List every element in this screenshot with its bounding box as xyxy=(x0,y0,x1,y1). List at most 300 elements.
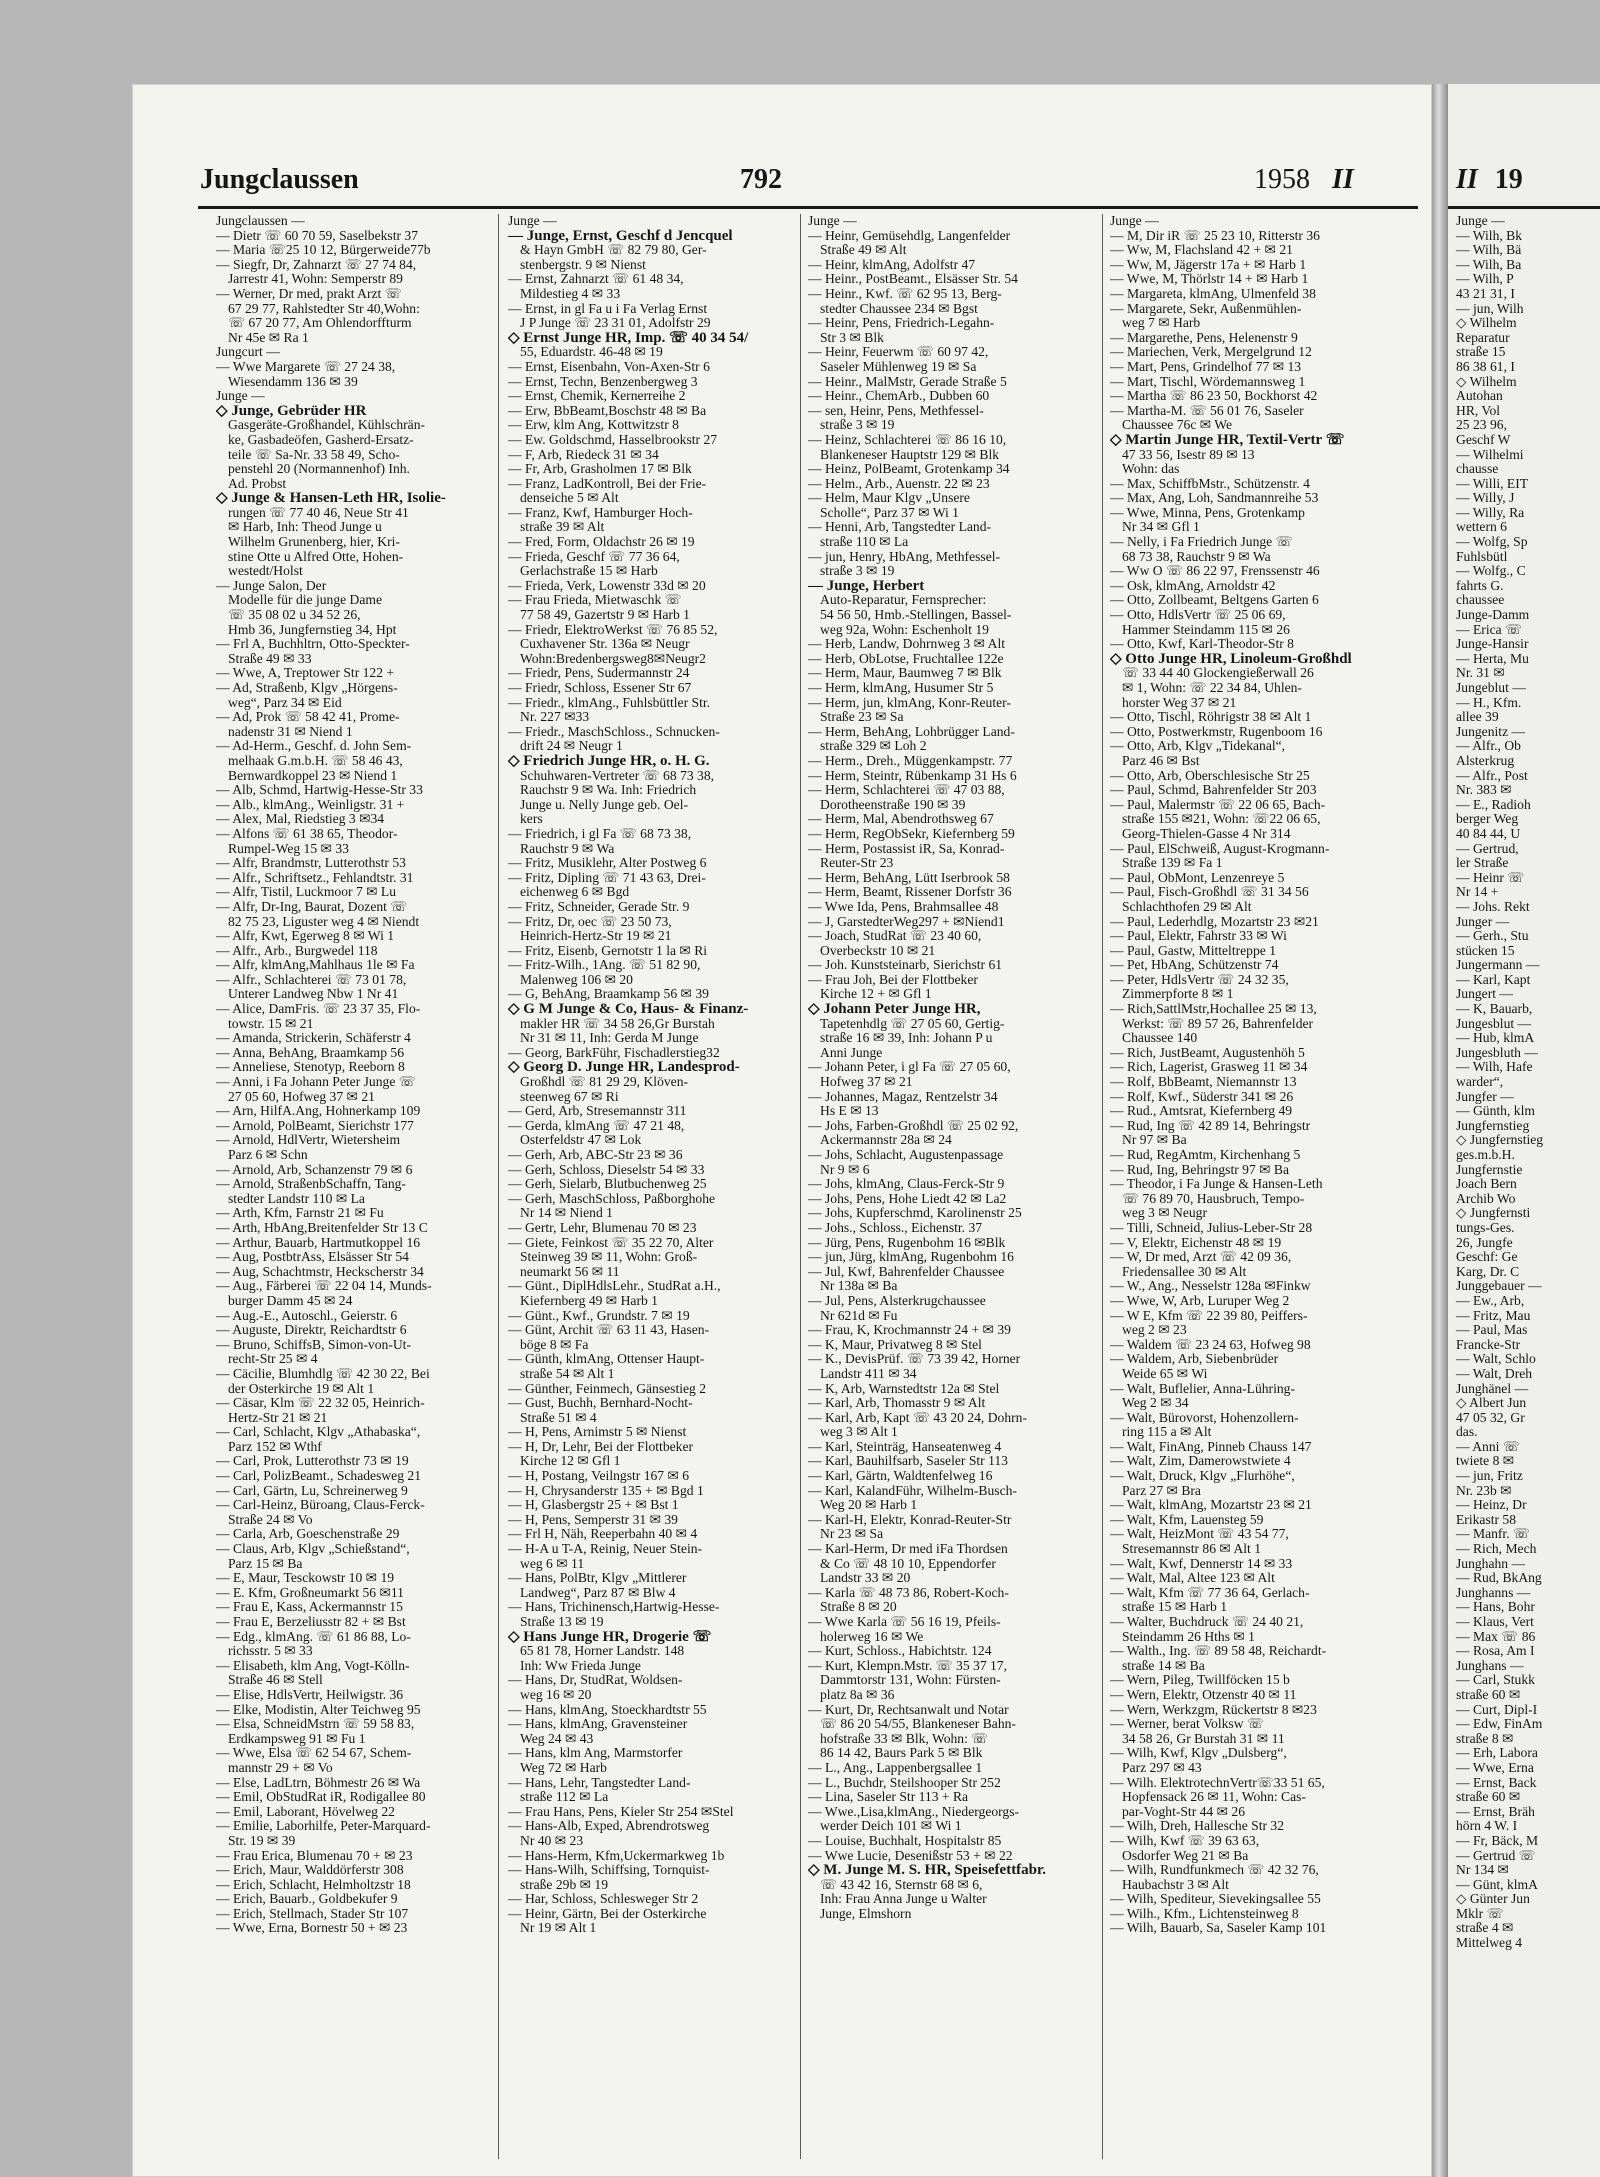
directory-entry-line: — Mariechen, Verk, Mergelgrund 12 xyxy=(1110,345,1312,360)
directory-entry-line: — Ww, M, Flachsland 42 + ✉ 21 xyxy=(1110,243,1293,258)
directory-entry-line: — Pet, HbAng, Schützenstr 74 xyxy=(1110,958,1279,973)
directory-entry-line: — Friedr, Pens, Sudermannstr 24 xyxy=(508,666,690,681)
directory-entry-line: — M, Dir iR ☏ 25 23 10, Ritterstr 36 xyxy=(1110,228,1320,243)
directory-entry-line: — Herm, BehAng, Lütt Iserbrook 58 xyxy=(808,870,1010,885)
directory-entry-line: Erdkampsweg 91 ✉ Fu 1 xyxy=(228,1731,366,1746)
directory-entry-line: Jungclaussen — xyxy=(216,214,305,228)
directory-entry-line: Parz 297 ✉ 43 xyxy=(1122,1760,1202,1775)
directory-entry-line: — Louise, Buchhalt, Hospitalstr 85 xyxy=(808,1833,1002,1848)
directory-entry-line: Hammer Steindamm 115 ✉ 26 xyxy=(1122,622,1290,637)
directory-entry-line: Straße 13 ✉ 19 xyxy=(520,1615,604,1629)
directory-entry-line: Parz 6 ✉ Schn xyxy=(228,1148,308,1162)
directory-entry-line: — Herb, ObLotse, Fruchtallee 122e xyxy=(808,651,1004,666)
directory-entry-line: — Herm, Mal, Abendrothsweg 67 xyxy=(808,812,994,827)
directory-entry-line: Nr 31 ✉ 11, Inh: Gerda M Junge xyxy=(520,1031,699,1046)
directory-entry-line: — Paul, ElSchweiß, August-Krogmann- xyxy=(1110,841,1330,856)
directory-entry-line: — Otto, Tischl, Röhrigstr 38 ✉ Alt 1 xyxy=(1110,710,1312,725)
directory-entry-line: — Arnold, HdlVertr, Wietersheim xyxy=(216,1133,401,1148)
directory-entry-line: — L., Buchdr, Steilshooper Str 252 xyxy=(808,1775,1001,1790)
directory-entry-line: Jungeblut — xyxy=(1456,680,1526,695)
directory-entry-line: ☏ 35 08 02 u 34 52 26, xyxy=(228,608,361,623)
directory-entry-line: — Elke, Modistin, Alter Teichweg 95 xyxy=(216,1702,421,1717)
directory-entry-line: Reparatur xyxy=(1456,329,1510,345)
directory-entry-line: ✉ 1, Wohn: ☏ 22 34 84, Uhlen- xyxy=(1122,681,1302,695)
directory-entry-line: ◇ M. Junge M. S. HR, Speisefettfabr. xyxy=(808,1863,1047,1878)
directory-entry-line: Auto-Reparatur, Fernsprecher: xyxy=(820,593,987,608)
directory-entry-line: Chaussee 140 xyxy=(1122,1031,1198,1046)
directory-entry-line: ◇ Hans Junge HR, Drogerie ☏ xyxy=(508,1629,712,1645)
directory-entry-line: — Lina, Saseler Str 113 + Ra xyxy=(808,1790,969,1805)
directory-entry-line: — Fritz, Dipling ☏ 71 43 63, Drei- xyxy=(508,870,706,885)
directory-entry-line: — Herb, Landw, Dohrnweg 3 ✉ Alt xyxy=(808,637,1006,652)
column-1 xyxy=(216,214,488,2164)
directory-entry-line: — Ernst, Chemik, Kernerreihe 2 xyxy=(508,389,686,404)
directory-entry-line: Unterer Landweg Nbw 1 Nr 41 xyxy=(228,987,399,1002)
directory-entry-line: — Gertrud, xyxy=(1456,840,1519,856)
directory-entry-line: — Herm, jun, klmAng, Konr-Reuter- xyxy=(808,695,1011,710)
directory-entry-line: Wilhelm Grunenberg, hier, Kri- xyxy=(228,535,400,550)
directory-entry-line: — Wwe Lucie, Desenißstr 53 + ✉ 22 xyxy=(808,1848,1013,1863)
directory-entry-line: Weg 2 ✉ 34 xyxy=(1122,1396,1189,1411)
directory-entry-line: Steinweg 39 ✉ 11, Wohn: Groß- xyxy=(520,1250,698,1265)
directory-entry-line: — H., Kfm. xyxy=(1456,694,1522,710)
directory-entry-line: — Ernst, Eisenbahn, Von-Axen-Str 6 xyxy=(508,359,710,374)
directory-entry-line: wettern 6 xyxy=(1456,519,1507,535)
directory-entry-line: — Herm, Schlachterei ☏ 47 03 88, xyxy=(808,783,1005,798)
directory-entry-line: — Heinr., Kwf. ☏ 62 95 13, Berg- xyxy=(808,286,1002,301)
directory-entry-line: Junge, Elmshorn xyxy=(820,1906,912,1921)
directory-entry-line: — Willy, Ra xyxy=(1456,504,1525,520)
directory-entry-line: Nr 34 ✉ Gfl 1 xyxy=(1122,520,1200,535)
directory-entry-line: — Arth, HbAng,Breitenfelder Str 13 C xyxy=(216,1220,428,1235)
column-divider xyxy=(800,214,801,2159)
page-number: 792 xyxy=(740,164,782,195)
directory-entry-line: stine Otte u Alfred Otte, Hohen- xyxy=(228,549,404,564)
directory-entry-line: — Mart, Tischl, Wördemannsweg 1 xyxy=(1110,374,1306,389)
directory-entry-line: — Wilh, Dreh, Hallesche Str 32 xyxy=(1110,1819,1284,1834)
directory-entry-line: — Karl-Herm, Dr med iFa Thordsen xyxy=(808,1542,1008,1557)
directory-entry-line: — Alfr., Arb., Burgwedel 118 xyxy=(216,943,378,958)
directory-entry-line: — Frau E, Kass, Ackermannstr 15 xyxy=(216,1600,403,1615)
directory-entry-line: — Carl-Heinz, Büroang, Claus-Ferck- xyxy=(216,1498,425,1513)
directory-entry-line: — Otto, Kwf, Karl-Theodor-Str 8 xyxy=(1110,637,1294,652)
directory-entry-line: ◇ Georg D. Junge HR, Landesprod- xyxy=(508,1060,740,1076)
directory-entry-line: — Wern, Pileg, Twillföcken 15 b xyxy=(1110,1673,1290,1688)
directory-entry-line: — Gerda, klmAng ☏ 47 21 48, xyxy=(508,1118,685,1133)
directory-entry-line: Wohn:Bredenbergsweg8✉Neugr2 xyxy=(520,651,706,666)
directory-entry-line: — Werner, berat Volksw ☏ xyxy=(1110,1717,1264,1732)
directory-entry-line: — Erh, Labora xyxy=(1456,1745,1538,1761)
directory-entry-line: — Klaus, Vert xyxy=(1456,1614,1534,1629)
directory-entry-line: — Alfr, Tistil, Luckmoor 7 ✉ Lu xyxy=(216,885,397,900)
directory-entry-line: — Friedr, ElektroWerkst ☏ 76 85 52, xyxy=(508,622,718,637)
directory-entry-line: Hertz-Str 21 ✉ 21 xyxy=(228,1410,328,1425)
directory-entry-line: eichenweg 6 ✉ Bgd xyxy=(520,885,630,900)
directory-entry-line: — Gerh, Arb, ABC-Str 23 ✉ 36 xyxy=(508,1148,683,1162)
directory-entry-line: — Wilh, Ba xyxy=(1456,256,1522,272)
next-page-rule xyxy=(1448,206,1600,209)
directory-entry-line: — Otto, Postwerkmstr, Rugenboom 16 xyxy=(1110,724,1323,739)
directory-entry-line: straße 15 xyxy=(1456,344,1506,360)
directory-entry-line: straße 16 ✉ 39, Inh: Johann P u xyxy=(820,1031,993,1046)
directory-entry-line: — Rud., Amtsrat, Kiefernberg 49 xyxy=(1110,1104,1293,1119)
directory-entry-line: Nr 19 ✉ Alt 1 xyxy=(520,1921,597,1936)
directory-entry-line: 55, Eduardstr. 46-48 ✉ 19 xyxy=(520,345,663,360)
directory-entry-line: — Margarethe, Pens, Helenenstr 9 xyxy=(1110,330,1298,345)
directory-entry-line: — Erich, Bauarb., Goldbekufer 9 xyxy=(216,1892,398,1907)
directory-entry-line: Schuhwaren-Vertreter ☏ 68 73 38, xyxy=(520,768,715,783)
directory-entry-line: — Karl, Kapt xyxy=(1456,971,1531,987)
directory-entry-line: — Gust, Buchh, Bernhard-Nocht- xyxy=(508,1396,693,1411)
directory-entry-line: — Gerd, Arb, Stresemannstr 311 xyxy=(508,1104,687,1119)
directory-entry-line: Junggebauer — xyxy=(1456,1278,1542,1294)
directory-entry-line: — Herm, BehAng, Lohbrügger Land- xyxy=(808,724,1015,739)
directory-entry-line: — Heinr ☏ xyxy=(1456,869,1525,885)
directory-entry-line: — Günth, klmAng, Ottenser Haupt- xyxy=(508,1352,705,1367)
directory-entry-line: Hofweg 37 ✉ 21 xyxy=(820,1075,913,1090)
directory-entry-line: Mittelweg 4 xyxy=(1456,1935,1523,1951)
directory-entry-line: — W, Dr med, Arzt ☏ 42 09 36, xyxy=(1110,1250,1292,1265)
directory-entry-line: par-Voght-Str 44 ✉ 26 xyxy=(1122,1804,1246,1819)
directory-entry-line: richsstr. 5 ✉ 33 xyxy=(228,1644,313,1659)
directory-entry-line: — Franz, Kwf, Hamburger Hoch- xyxy=(508,505,693,520)
running-head: Jungclaussen xyxy=(200,164,359,195)
directory-entry-line: — Wwe, Erna xyxy=(1456,1759,1534,1775)
directory-entry-line: — Curt, Dipl-I xyxy=(1456,1701,1538,1717)
directory-entry-line: Alsterkrug xyxy=(1456,752,1515,768)
directory-entry-line: — Carl, Gärtn, Lu, Schreinerweg 9 xyxy=(216,1483,408,1498)
directory-entry-line: straße 155 ✉21, Wohn: ☏22 06 65, xyxy=(1122,812,1321,827)
directory-entry-line: Jarrestr 41, Wohn: Semperstr 89 xyxy=(228,272,403,287)
year: 1958 xyxy=(1254,164,1310,195)
directory-entry-line: — Herta, Mu xyxy=(1456,650,1529,666)
directory-entry-line: — Wilh, Kwf ☏ 39 63 63, xyxy=(1110,1833,1260,1848)
directory-entry-line: — Hans-Herm, Kfm,Uckermarkweg 1b xyxy=(508,1848,725,1863)
directory-entry-line: — Johann Peter, i gl Fa ☏ 27 05 60, xyxy=(808,1060,1011,1075)
directory-entry-line: Hs E ✉ 13 xyxy=(820,1104,879,1119)
directory-entry-line: ☏ 86 20 54/55, Blankeneser Bahn- xyxy=(820,1717,1016,1732)
directory-entry-line: steenweg 67 ✉ Ri xyxy=(520,1089,619,1104)
directory-entry-line: — G, BehAng, Braamkamp 56 ✉ 39 xyxy=(508,987,709,1002)
directory-entry-line: — Aug.-E., Autoschl., Geierstr. 6 xyxy=(216,1308,398,1323)
directory-entry-line: — Erw, klm Ang, Kottwitzstr 8 xyxy=(508,418,679,433)
directory-entry-line: — Peter, HdlsVertr ☏ 24 32 35, xyxy=(1110,972,1289,987)
directory-entry-line: Wiesendamm 136 ✉ 39 xyxy=(228,374,358,389)
directory-entry-line: — Alfr., Schlachterei ☏ 73 01 78, xyxy=(216,972,407,987)
directory-entry-line: — Frieda, Geschf ☏ 77 36 64, xyxy=(508,549,680,564)
directory-entry-line: — Alfr, Kwt, Egerweg 8 ✉ Wi 1 xyxy=(216,929,395,944)
directory-entry-line: — Otto, Arb, Klgv „Tidekanal“, xyxy=(1110,739,1286,754)
directory-entry-line: Jungenitz — xyxy=(1456,723,1526,739)
directory-entry-line: — Rud, Ing ☏ 42 89 14, Behringstr xyxy=(1110,1118,1311,1133)
column-divider xyxy=(498,214,499,2159)
directory-entry-line: — Hans, Lehr, Tangstedter Land- xyxy=(508,1775,691,1790)
directory-entry-line: — K, Bauarb, xyxy=(1456,1001,1533,1017)
directory-entry-line: melhaak G.m.b.H. ☏ 58 46 43, xyxy=(228,753,403,768)
directory-entry-line: Straße 139 ✉ Fa 1 xyxy=(1122,856,1223,871)
directory-entry-line: Werkst: ☏ 89 57 26, Bahrenfelder xyxy=(1122,1016,1314,1031)
directory-entry-line: — Hans, klmAng, Gravensteiner xyxy=(508,1717,688,1732)
directory-entry-line: Nr 138a ✉ Ba xyxy=(820,1279,898,1294)
directory-entry-line: Zimmerpforte 8 ✉ 1 xyxy=(1122,987,1234,1002)
directory-entry-line: — Elisabeth, klm Ang, Vogt-Kölln- xyxy=(216,1658,410,1673)
directory-entry-line: Nr 97 ✉ Ba xyxy=(1122,1133,1187,1148)
directory-entry-line: — Fritz, Musiklehr, Alter Postweg 6 xyxy=(508,856,707,871)
page-gutter xyxy=(1432,84,1448,2177)
directory-entry-line: — Willi, EIT xyxy=(1456,475,1529,491)
directory-entry-line: — Tilli, Schneid, Julius-Leber-Str 28 xyxy=(1110,1220,1313,1235)
directory-entry-line: Modelle für die junge Dame xyxy=(228,593,383,608)
directory-entry-line: — Paul, Gastw, Mitteltreppe 1 xyxy=(1110,943,1276,958)
directory-entry-line: — Rolf, Kwf., Süderstr 341 ✉ 26 xyxy=(1110,1089,1294,1104)
directory-entry-line: Inh: Frau Anna Junge u Walter xyxy=(820,1892,987,1907)
directory-entry-line: — Günth, klm xyxy=(1456,1103,1535,1119)
directory-entry-line: — Ad-Herm., Geschf. d. John Sem- xyxy=(216,739,412,754)
directory-entry-line: — Arth, Kfm, Farnstr 21 ✉ Fu xyxy=(216,1206,384,1221)
directory-entry-line: — jun, Wilh xyxy=(1456,300,1524,316)
directory-entry-line: twiete 8 ✉ xyxy=(1456,1453,1515,1469)
directory-entry-line: straße 112 ✉ La xyxy=(520,1790,609,1805)
directory-entry-line: Kirche 12 + ✉ Gfl 1 xyxy=(820,987,932,1002)
column-3 xyxy=(808,214,1092,2164)
directory-entry-line: — Waldem ☏ 23 24 63, Hofweg 98 xyxy=(1110,1337,1311,1352)
directory-entry-line: — Hans, klmAng, Stoeckhardtstr 55 xyxy=(508,1702,707,1717)
directory-entry-line: — Paul, Fisch-Großhdl ☏ 31 34 56 xyxy=(1110,885,1309,900)
directory-entry-line: — Alex, Mal, Riedstieg 3 ✉34 xyxy=(216,812,385,827)
directory-entry-line: holerweg 16 ✉ We xyxy=(820,1629,924,1644)
directory-entry-line: — Wern, Elektr, Otzenstr 40 ✉ 11 xyxy=(1110,1687,1297,1702)
volume: II xyxy=(1332,164,1354,195)
directory-entry-line: Jungesbluth — xyxy=(1456,1044,1538,1060)
directory-entry-line: — Fritz-Wilh., 1Ang. ☏ 51 82 90, xyxy=(508,958,701,973)
directory-entry-line: — Ernst, Bräh xyxy=(1456,1803,1535,1819)
directory-entry-line: Bernwardkoppel 23 ✉ Niend 1 xyxy=(228,768,398,783)
directory-entry-line: — Siegfr, Dr, Zahnarzt ☏ 27 74 84, xyxy=(216,257,417,272)
directory-entry-line: — Giete, Feinkost ☏ 35 22 70, Alter xyxy=(508,1235,714,1250)
directory-entry-line: — Amanda, Strickerin, Schäferstr 4 xyxy=(216,1031,411,1046)
directory-entry-line: — Johs., Schloss., Eichenstr. 37 xyxy=(808,1220,983,1235)
directory-entry-line: — Wilh, Bä xyxy=(1456,242,1522,258)
directory-entry-line: — Erica ☏ xyxy=(1456,621,1523,637)
directory-entry-line: Parz 15 ✉ Ba xyxy=(228,1556,303,1571)
directory-entry-line: — Alfr., Ob xyxy=(1456,738,1521,754)
directory-entry-line: straße 60 ✉ xyxy=(1456,1686,1521,1702)
directory-entry-line: straße 3 ✉ 19 xyxy=(820,418,895,433)
directory-entry-line: towstr. 15 ✉ 21 xyxy=(228,1016,314,1031)
directory-entry-line: — W., Ang., Nesselstr 128a ✉Finkw xyxy=(1110,1279,1311,1294)
directory-entry-line: — K, Maur, Privatweg 8 ✉ Stel xyxy=(808,1337,982,1352)
directory-entry-line: Dorotheenstraße 190 ✉ 39 xyxy=(820,797,966,812)
directory-entry-line: Rumpel-Weg 15 ✉ 33 xyxy=(228,841,349,856)
directory-entry-line: — Karl, Gärtn, Waldtenfelweg 16 xyxy=(808,1469,993,1484)
directory-entry-line: — Johs, Farben-Großhdl ☏ 25 02 92, xyxy=(808,1118,1019,1133)
directory-entry-line: — Arnold, Arb, Schanzenstr 79 ✉ 6 xyxy=(216,1162,413,1177)
directory-entry-line: ☏ 76 89 70, Hausbruch, Tempo- xyxy=(1122,1191,1305,1206)
directory-entry-line: — Rich, Mech xyxy=(1456,1541,1537,1557)
directory-entry-line: — Hub, klmA xyxy=(1456,1030,1535,1046)
directory-entry-line: — Otto, HdlsVertr ☏ 25 06 69, xyxy=(1110,608,1286,623)
directory-entry-line: — Else, LadLtrn, Böhmestr 26 ✉ Wa xyxy=(216,1775,421,1790)
directory-entry-line: — Wolfg., C xyxy=(1456,563,1526,579)
directory-entry-line: — Wwe, M, Thörlstr 14 + ✉ Harb 1 xyxy=(1110,272,1309,287)
directory-entry-line: Nr. 227 ✉33 xyxy=(520,710,590,725)
directory-entry-line: — Walt, Buflelier, Anna-Lühring- xyxy=(1110,1381,1295,1396)
directory-entry-line: — Kurt, Klempn.Mstr. ☏ 35 37 17, xyxy=(808,1658,1008,1673)
directory-entry-line: — Frl H, Näh, Reeperbahn 40 ✉ 4 xyxy=(508,1527,698,1542)
directory-entry-line: Parz 152 ✉ Wthf xyxy=(228,1439,322,1454)
directory-entry-line: — Werner, Dr med, prakt Arzt ☏ xyxy=(216,286,402,301)
directory-entry-line: werder Deich 101 ✉ Wi 1 xyxy=(820,1819,962,1834)
directory-entry-line: warder“, xyxy=(1456,1074,1504,1090)
directory-entry-line: — L., Ang., Lappenbergsallee 1 xyxy=(808,1760,983,1775)
directory-entry-line: Hopfensack 26 ✉ 11, Wohn: Cas- xyxy=(1122,1790,1306,1805)
directory-entry-line: — Heinr, Gemüsehdlg, Langenfelder xyxy=(808,228,1011,243)
directory-entry-line: — Walt, FinAng, Pinneb Chauss 147 xyxy=(1110,1439,1312,1454)
directory-entry-line: — Aug, PostbtrAss, Elsässer Str 54 xyxy=(216,1250,409,1265)
directory-entry-line: ring 115 a ✉ Alt xyxy=(1122,1425,1212,1440)
directory-entry-line: — jun, Jürg, klmAng, Rugenbohm 16 xyxy=(808,1250,1014,1265)
directory-entry-line: — E. Kfm, Großneumarkt 56 ✉11 xyxy=(216,1585,404,1600)
directory-entry-line: straße 54 ✉ Alt 1 xyxy=(520,1366,615,1381)
directory-entry-line: Joach Bern xyxy=(1456,1176,1517,1192)
directory-entry-line: — Wwe, Elsa ☏ 62 54 67, Schem- xyxy=(216,1746,412,1761)
directory-entry-line: stücken 15 xyxy=(1456,942,1515,958)
directory-entry-line: — Johs, Schlacht, Augustenpassage xyxy=(808,1148,1004,1162)
directory-entry-line: — Helm, Maur Klgv „Unsere xyxy=(808,491,970,506)
directory-entry-line: Scholle“, Parz 37 ✉ Wi 1 xyxy=(820,505,959,520)
directory-entry-line: Str 3 ✉ Blk xyxy=(820,330,884,345)
directory-entry-line: — Emil, ObStudRat iR, Rodigallee 80 xyxy=(216,1790,426,1805)
directory-entry-line: — Wwe Ida, Pens, Brahmsallee 48 xyxy=(808,899,999,914)
directory-entry-line: — Margarete, Sekr, Außenmühlen- xyxy=(1110,301,1302,316)
directory-entry-line: — Wwe.,Lisa,klmAng., Niedergeorgs- xyxy=(808,1804,1020,1819)
next-page-year: 19 xyxy=(1494,164,1523,195)
directory-entry-line: — Gerh., Stu xyxy=(1456,928,1529,944)
directory-entry-line: — Anni ☏ xyxy=(1456,1438,1520,1454)
directory-entry-line: ◇ Junge & Hansen-Leth HR, Isolie- xyxy=(216,491,446,506)
directory-entry-line: — H-A u T-A, Reinig, Neuer Stein- xyxy=(508,1542,703,1557)
directory-entry-line: straße 3 ✉ 19 xyxy=(820,564,895,579)
directory-entry-line: — Willy, J xyxy=(1456,490,1515,506)
directory-entry-line: — Martha-M. ☏ 56 01 76, Saseler xyxy=(1110,403,1304,418)
directory-entry-line: HR, Vol xyxy=(1456,402,1501,418)
directory-entry-line: — Hans-Wilh, Schiffsing, Tornquist- xyxy=(508,1863,710,1878)
directory-entry-line: Jungcurt — xyxy=(216,345,280,360)
directory-entry-line: mannstr 29 + ✉ Vo xyxy=(228,1760,333,1775)
directory-entry-line: Nr 14 ✉ Niend 1 xyxy=(520,1206,613,1221)
directory-entry-line: — Wilh, Bauarb, Sa, Saseler Kamp 101 xyxy=(1110,1921,1327,1936)
directory-entry-line: ◇ Wilhelm xyxy=(1456,373,1517,389)
directory-entry-line: Nr 23 ✉ Sa xyxy=(820,1527,884,1542)
directory-entry-line: Kirche 12 ✉ Gfl 1 xyxy=(520,1454,621,1469)
directory-entry-line: Nr 9 ✉ 6 xyxy=(820,1162,870,1177)
directory-entry-line: — Ww, M, Jägerstr 17a + ✉ Harb 1 xyxy=(1110,257,1307,272)
directory-entry-line: — J, GarstedterWeg297 + ✉Niend1 xyxy=(808,914,1005,929)
directory-entry-line: — Elsa, SchneidMstrn ☏ 59 58 83, xyxy=(216,1717,415,1732)
directory-entry-line: — Junge, Herbert xyxy=(808,578,925,594)
directory-entry-line: ☏ 43 42 16, Sternstr 68 ✉ 6, xyxy=(820,1877,983,1892)
directory-entry-line: — Dietr ☏ 60 70 59, Saselbekstr 37 xyxy=(216,228,419,243)
directory-entry-line: straße 29b ✉ 19 xyxy=(520,1877,609,1892)
directory-entry-line: Junge — xyxy=(1110,214,1159,228)
directory-entry-line: tungs-Ges. xyxy=(1456,1219,1515,1235)
directory-entry-line: Junge-Hansir xyxy=(1456,636,1529,652)
directory-entry-line: der Osterkirche 19 ✉ Alt 1 xyxy=(228,1381,375,1396)
directory-entry-line: weg 3 ✉ Alt 1 xyxy=(820,1425,898,1440)
directory-entry-line: 25 23 96, xyxy=(1456,417,1507,433)
directory-entry-line: — Junge, Ernst, Geschf d Jencquel xyxy=(508,228,733,244)
directory-entry-line: — Wolfg, Sp xyxy=(1456,534,1528,550)
directory-entry-line: Junge — xyxy=(508,214,557,228)
directory-entry-line: — Günther, Feinmech, Gänsestieg 2 xyxy=(508,1381,707,1396)
directory-entry-line: J P Junge ☏ 23 31 01, Adolfstr 29 xyxy=(520,316,711,331)
directory-entry-line: — Erich, Stellmach, Stader Str 107 xyxy=(216,1906,409,1921)
directory-entry-line: — Anneliese, Stenotyp, Reeborn 8 xyxy=(216,1060,405,1075)
directory-entry-line: — W E, Kfm ☏ 22 39 80, Peiffers- xyxy=(1110,1308,1308,1323)
directory-entry-line: — Alfr., Schriftsetz., Fehlandtstr. 31 xyxy=(216,870,414,885)
directory-entry-line: — Frau Joh, Bei der Flottbeker xyxy=(808,972,978,987)
directory-entry-line: hofstraße 33 ✉ Blk, Wohn: ☏ xyxy=(820,1731,989,1746)
directory-entry-line: — Paul, Elektr, Fahrstr 33 ✉ Wi xyxy=(1110,929,1287,944)
directory-entry-line: — V, Elektr, Eichenstr 48 ✉ 19 xyxy=(1110,1235,1282,1250)
directory-entry-line: ler Straße xyxy=(1456,855,1509,871)
directory-entry-line: Junger — xyxy=(1456,913,1510,929)
directory-entry-line: — Henni, Arb, Tangstedter Land- xyxy=(808,520,992,535)
directory-entry-line: — Heinr, Feuerwm ☏ 60 97 42, xyxy=(808,345,989,360)
directory-entry-line: — Paul, Schmd, Bahrenfelder Str 203 xyxy=(1110,783,1317,798)
directory-entry-line: Inh: Ww Frieda Junge xyxy=(520,1658,641,1673)
directory-entry-line: — jun, Henry, HbAng, Methfessel- xyxy=(808,549,1001,564)
directory-entry-line: — Heinr., MalMstr, Gerade Straße 5 xyxy=(808,374,1007,389)
directory-entry-line: — Erw, BbBeamt,Boschstr 48 ✉ Ba xyxy=(508,403,707,418)
directory-entry-line: 86 14 42, Baurs Park 5 ✉ Blk xyxy=(820,1746,983,1761)
directory-entry-line: ◇ Ernst Junge HR, Imp. ☏ 40 34 54/ xyxy=(508,330,749,346)
directory-entry-line: & Hayn GmbH ☏ 82 79 80, Ger- xyxy=(520,243,707,258)
directory-entry-line: — Rich, JustBeamt, Augustenhöh 5 xyxy=(1110,1045,1305,1060)
directory-entry-line: — Johs, Pens, Hohe Liedt 42 ✉ La2 xyxy=(808,1191,1007,1206)
directory-entry-line: — Alfons ☏ 61 38 65, Theodor- xyxy=(216,826,398,841)
directory-entry-line: — Johs, Kupferschmd, Karolinenstr 25 xyxy=(808,1206,1022,1221)
directory-entry-line: drift 24 ✉ Neugr 1 xyxy=(520,739,623,754)
directory-entry-line: — K, Arb, Warnstedtstr 12a ✉ Stel xyxy=(808,1381,1000,1396)
directory-entry-line: — Helm., Arb., Auenstr. 22 ✉ 23 xyxy=(808,476,990,491)
directory-entry-line: chausse xyxy=(1456,461,1499,477)
directory-entry-line: — Georg, BarkFühr, Fischadlerstieg32 xyxy=(508,1045,720,1060)
directory-entry-line: ◇ Johann Peter Junge HR, xyxy=(808,1002,981,1017)
directory-entry-line: Junge-Damm xyxy=(1456,607,1530,623)
directory-entry-line: Nr. 23b ✉ xyxy=(1456,1482,1512,1498)
directory-entry-line: — Aug, Schachtmstr, Heckscherstr 34 xyxy=(216,1264,424,1279)
directory-entry-line: — Junge Salon, Der xyxy=(216,578,327,593)
directory-entry-line: — Waldem, Arb, Siebenbrüder xyxy=(1110,1352,1279,1367)
directory-entry-line: Archib Wo xyxy=(1456,1190,1516,1206)
directory-entry-line: — Carl, Schlacht, Klgv „Athabaska“, xyxy=(216,1425,421,1440)
directory-entry-line: Straße 8 ✉ 20 xyxy=(820,1600,897,1615)
directory-entry-line: — Walter, Buchdruck ☏ 24 40 21, xyxy=(1110,1615,1304,1629)
directory-entry-line: — Erich, Maur, Walddörferstr 308 xyxy=(216,1863,404,1878)
directory-entry-line: — Walt, Kfm ☏ 77 36 64, Gerlach- xyxy=(1110,1585,1310,1600)
directory-entry-line: — H, Dr, Lehr, Bei der Flottbeker xyxy=(508,1439,694,1454)
directory-entry-line: — Karl-H, Elektr, Konrad-Reuter-Str xyxy=(808,1512,1012,1527)
directory-entry-line: — Rich,SattlMstr,Hochallee 25 ✉ 13, xyxy=(1110,1002,1317,1017)
directory-entry-line: weg 3 ✉ Neugr xyxy=(1122,1206,1208,1221)
directory-entry-line: Großhdl ☏ 81 29 29, Klöven- xyxy=(520,1075,689,1090)
directory-entry-line: Nr. 383 ✉ xyxy=(1456,782,1512,798)
directory-entry-line: — Max, Ang, Loh, Sandmannreihe 53 xyxy=(1110,491,1319,506)
directory-entry-line: — Rud, Ing, Behringstr 97 ✉ Ba xyxy=(1110,1162,1290,1177)
directory-entry-line: chaussee xyxy=(1456,592,1505,608)
directory-entry-line: — Alfr, Dr-Ing, Baurat, Dozent ☏ xyxy=(216,899,408,914)
